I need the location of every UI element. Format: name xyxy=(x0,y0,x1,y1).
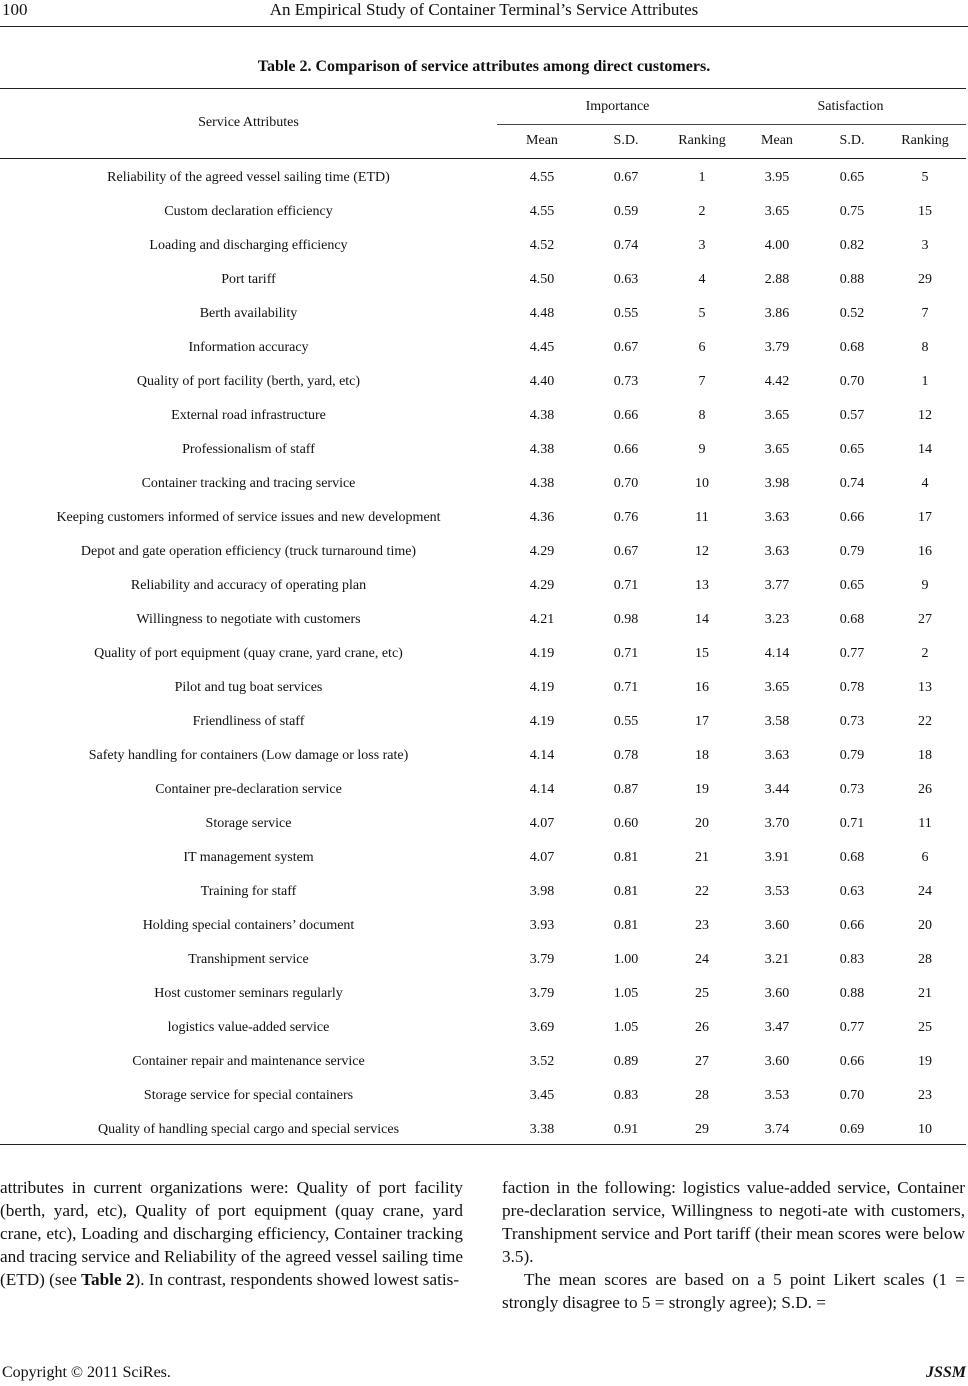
cell-importance-mean: 4.45 xyxy=(529,340,555,355)
cell-attribute: Training for staff xyxy=(200,884,297,899)
cell-satisfaction-sd: 0.68 xyxy=(839,340,865,355)
cell-satisfaction-sd: 0.82 xyxy=(839,238,865,253)
cell-satisfaction-mean: 3.60 xyxy=(764,918,790,933)
cell-satisfaction-ranking: 20 xyxy=(918,918,932,933)
cell-satisfaction-ranking: 11 xyxy=(918,816,932,831)
cell-importance-sd: 0.60 xyxy=(613,816,639,831)
cell-satisfaction-mean: 3.58 xyxy=(764,714,790,729)
cell-satisfaction-mean: 3.65 xyxy=(764,204,790,219)
cell-satisfaction-ranking: 4 xyxy=(921,476,929,491)
cell-importance-ranking: 4 xyxy=(698,272,706,287)
cell-satisfaction-ranking: 6 xyxy=(921,850,929,865)
table-row xyxy=(0,671,966,705)
cell-attribute: Storage service xyxy=(205,816,292,831)
cell-satisfaction-mean: 3.86 xyxy=(764,306,790,321)
cell-attribute: Container repair and maintenance service xyxy=(132,1054,365,1069)
cell-importance-sd: 0.67 xyxy=(613,170,639,185)
cell-satisfaction-sd: 0.73 xyxy=(839,782,865,797)
cell-attribute: logistics value-added service xyxy=(167,1020,330,1035)
table-row xyxy=(0,841,966,875)
cell-importance-ranking: 1 xyxy=(698,170,706,185)
cell-importance-ranking: 16 xyxy=(695,680,709,695)
cell-satisfaction-sd: 0.78 xyxy=(839,680,865,695)
cell-attribute: Reliability of the agreed vessel sailing time (ETD) xyxy=(107,170,390,185)
cell-importance-ranking: 27 xyxy=(695,1054,709,1069)
cell-satisfaction-mean: 3.53 xyxy=(764,1088,790,1103)
subheader-importance-ranking: Ranking xyxy=(678,133,726,148)
cell-satisfaction-ranking: 18 xyxy=(918,748,932,763)
cell-satisfaction-mean: 3.53 xyxy=(764,884,790,899)
cell-importance-sd: 0.81 xyxy=(613,918,639,933)
cell-satisfaction-mean: 4.42 xyxy=(764,374,790,389)
cell-satisfaction-sd: 0.68 xyxy=(839,850,865,865)
cell-satisfaction-sd: 0.68 xyxy=(839,612,865,627)
cell-satisfaction-sd: 0.75 xyxy=(839,204,865,219)
cell-satisfaction-ranking: 26 xyxy=(918,782,932,797)
cell-importance-ranking: 10 xyxy=(695,476,709,491)
cell-importance-sd: 0.66 xyxy=(613,408,639,423)
cell-importance-sd: 0.83 xyxy=(613,1088,639,1103)
cell-importance-ranking: 26 xyxy=(695,1020,709,1035)
table-bottom-rule xyxy=(0,1144,966,1145)
cell-attribute: Custom declaration efficiency xyxy=(164,204,333,219)
cell-importance-ranking: 5 xyxy=(698,306,706,321)
cell-satisfaction-mean: 3.98 xyxy=(764,476,790,491)
cell-satisfaction-ranking: 21 xyxy=(918,986,932,1001)
cell-importance-mean: 3.93 xyxy=(529,918,555,933)
cell-satisfaction-sd: 0.77 xyxy=(839,1020,865,1035)
table-row xyxy=(0,161,966,195)
cell-importance-mean: 4.38 xyxy=(529,408,555,423)
cell-satisfaction-ranking: 3 xyxy=(921,238,929,253)
cell-satisfaction-sd: 0.79 xyxy=(839,544,865,559)
table-row xyxy=(0,1011,966,1045)
cell-satisfaction-mean: 3.47 xyxy=(764,1020,790,1035)
cell-attribute: Port tariff xyxy=(221,272,276,287)
cell-importance-ranking: 17 xyxy=(695,714,709,729)
cell-importance-ranking: 21 xyxy=(695,850,709,865)
cell-importance-sd: 0.81 xyxy=(613,850,639,865)
cell-satisfaction-ranking: 8 xyxy=(921,340,929,355)
cell-satisfaction-sd: 0.70 xyxy=(839,1088,865,1103)
cell-satisfaction-ranking: 5 xyxy=(921,170,929,185)
cell-importance-sd: 0.74 xyxy=(613,238,639,253)
cell-importance-sd: 0.76 xyxy=(613,510,639,525)
table-row xyxy=(0,1045,966,1079)
cell-importance-mean: 4.38 xyxy=(529,476,555,491)
journal-abbrev: JSSM xyxy=(925,1364,966,1381)
cell-importance-sd: 0.87 xyxy=(613,782,639,797)
table-row xyxy=(0,433,966,467)
cell-attribute: Berth availability xyxy=(199,306,298,321)
cell-importance-sd: 0.66 xyxy=(613,442,639,457)
cell-attribute: Reliability and accuracy of operating plan xyxy=(130,578,367,593)
table-row xyxy=(0,195,966,229)
header-bottom-rule xyxy=(0,158,966,159)
table-top-rule xyxy=(0,88,966,89)
cell-attribute: Quality of port facility (berth, yard, etc) xyxy=(136,374,361,389)
table-row xyxy=(0,637,966,671)
body-left-column xyxy=(0,1176,463,1291)
cell-satisfaction-ranking: 10 xyxy=(918,1122,932,1137)
cell-importance-ranking: 14 xyxy=(695,612,709,627)
header-rule xyxy=(0,26,968,27)
header-group-rule xyxy=(497,124,966,125)
cell-importance-ranking: 19 xyxy=(695,782,709,797)
cell-importance-ranking: 15 xyxy=(695,646,709,661)
cell-satisfaction-mean: 3.70 xyxy=(764,816,790,831)
cell-satisfaction-mean: 3.65 xyxy=(764,408,790,423)
cell-satisfaction-sd: 0.83 xyxy=(839,952,865,967)
cell-satisfaction-ranking: 22 xyxy=(918,714,932,729)
cell-importance-sd: 0.71 xyxy=(613,680,639,695)
cell-importance-sd: 0.91 xyxy=(613,1122,639,1137)
cell-attribute: Safety handling for containers (Low damage or loss rate) xyxy=(88,748,409,763)
cell-satisfaction-sd: 0.74 xyxy=(839,476,865,491)
left-text-a: attributes in current organizations were: Quality of port facility (berth, yard, etc), Quality of port equipment (quay crane, yard crane, etc), Loading and discharging efficiency, Container tracking and tracing service and Reliability of the agreed vessel sailing time (ETD) (see xyxy=(0,1178,463,1289)
cell-satisfaction-ranking: 2 xyxy=(921,646,929,661)
cell-attribute: IT management system xyxy=(183,850,314,865)
cell-attribute: Storage service for special containers xyxy=(143,1088,354,1103)
cell-satisfaction-mean: 3.63 xyxy=(764,544,790,559)
cell-attribute: Loading and discharging efficiency xyxy=(149,238,348,253)
cell-importance-sd: 0.89 xyxy=(613,1054,639,1069)
cell-importance-ranking: 24 xyxy=(695,952,709,967)
header-satisfaction: Satisfaction xyxy=(817,99,884,114)
cell-importance-ranking: 7 xyxy=(698,374,706,389)
cell-satisfaction-ranking: 7 xyxy=(921,306,929,321)
cell-importance-mean: 4.14 xyxy=(529,748,555,763)
cell-satisfaction-sd: 0.66 xyxy=(839,1054,865,1069)
cell-importance-ranking: 6 xyxy=(698,340,706,355)
cell-importance-ranking: 25 xyxy=(695,986,709,1001)
cell-attribute: Container tracking and tracing service xyxy=(141,476,356,491)
cell-satisfaction-sd: 0.70 xyxy=(839,374,865,389)
cell-satisfaction-sd: 0.88 xyxy=(839,272,865,287)
cell-importance-sd: 0.78 xyxy=(613,748,639,763)
table-row xyxy=(0,263,966,297)
table-row xyxy=(0,943,966,977)
cell-importance-mean: 4.21 xyxy=(529,612,555,627)
cell-satisfaction-ranking: 12 xyxy=(918,408,932,423)
table-row xyxy=(0,739,966,773)
cell-importance-ranking: 20 xyxy=(695,816,709,831)
cell-importance-ranking: 29 xyxy=(695,1122,709,1137)
cell-importance-mean: 4.48 xyxy=(529,306,555,321)
page-number: 100 xyxy=(2,0,28,19)
cell-importance-mean: 4.19 xyxy=(529,714,555,729)
cell-attribute: Quality of handling special cargo and special services xyxy=(97,1122,400,1137)
header-importance: Importance xyxy=(585,99,650,114)
table-row xyxy=(0,909,966,943)
cell-attribute: External road infrastructure xyxy=(171,408,326,423)
cell-satisfaction-mean: 3.44 xyxy=(764,782,790,797)
right-paragraph-1: faction in the following: logistics value-added service, Container pre-declaration service, Willingness to negoti-ate with customers, Transhipment service and Port tariff (their mean scores were below 3.5). xyxy=(502,1178,965,1266)
cell-satisfaction-sd: 0.73 xyxy=(839,714,865,729)
cell-importance-sd: 0.67 xyxy=(613,340,639,355)
cell-satisfaction-ranking: 19 xyxy=(918,1054,932,1069)
cell-importance-ranking: 22 xyxy=(695,884,709,899)
cell-satisfaction-sd: 0.52 xyxy=(839,306,865,321)
cell-importance-mean: 4.19 xyxy=(529,646,555,661)
subheader-satisfaction-sd: S.D. xyxy=(839,133,865,148)
cell-importance-sd: 1.00 xyxy=(613,952,639,967)
cell-importance-sd: 0.81 xyxy=(613,884,639,899)
cell-satisfaction-sd: 0.57 xyxy=(839,408,865,423)
cell-importance-sd: 0.98 xyxy=(613,612,639,627)
table-row xyxy=(0,399,966,433)
cell-attribute: Transhipment service xyxy=(188,952,309,967)
cell-satisfaction-ranking: 13 xyxy=(918,680,932,695)
cell-satisfaction-sd: 0.79 xyxy=(839,748,865,763)
cell-satisfaction-ranking: 23 xyxy=(918,1088,932,1103)
cell-satisfaction-mean: 3.23 xyxy=(764,612,790,627)
cell-satisfaction-sd: 0.63 xyxy=(839,884,865,899)
cell-satisfaction-ranking: 24 xyxy=(918,884,932,899)
table-reference[interactable]: Table 2 xyxy=(81,1270,135,1289)
cell-satisfaction-ranking: 25 xyxy=(918,1020,932,1035)
cell-attribute: Friendliness of staff xyxy=(192,714,305,729)
table-row xyxy=(0,603,966,637)
cell-satisfaction-mean: 3.74 xyxy=(764,1122,790,1137)
cell-attribute: Container pre-declaration service xyxy=(155,782,342,797)
cell-importance-ranking: 8 xyxy=(698,408,706,423)
cell-importance-ranking: 2 xyxy=(698,204,706,219)
cell-attribute: Host customer seminars regularly xyxy=(154,986,343,1001)
cell-importance-mean: 3.69 xyxy=(529,1020,555,1035)
cell-satisfaction-mean: 3.65 xyxy=(764,680,790,695)
table-row xyxy=(0,331,966,365)
cell-importance-mean: 3.79 xyxy=(529,986,555,1001)
cell-importance-mean: 4.52 xyxy=(529,238,555,253)
cell-attribute: Holding special containers’ document xyxy=(142,918,355,933)
cell-satisfaction-sd: 0.65 xyxy=(839,170,865,185)
left-text-b: ). In contrast, respondents showed lowest satis- xyxy=(134,1270,460,1289)
cell-importance-mean: 3.38 xyxy=(529,1122,555,1137)
table-row xyxy=(0,535,966,569)
cell-importance-mean: 4.55 xyxy=(529,170,555,185)
cell-attribute: Willingness to negotiate with customers xyxy=(136,612,361,627)
cell-satisfaction-ranking: 15 xyxy=(918,204,932,219)
table-row xyxy=(0,297,966,331)
cell-importance-ranking: 28 xyxy=(695,1088,709,1103)
cell-satisfaction-ranking: 17 xyxy=(918,510,932,525)
cell-importance-sd: 0.70 xyxy=(613,476,639,491)
table-row xyxy=(0,467,966,501)
cell-satisfaction-ranking: 14 xyxy=(918,442,932,457)
cell-importance-ranking: 13 xyxy=(695,578,709,593)
cell-satisfaction-mean: 3.91 xyxy=(764,850,790,865)
table-caption: Table 2. Comparison of service attributes among direct customers. xyxy=(257,58,711,75)
cell-importance-ranking: 23 xyxy=(695,918,709,933)
cell-satisfaction-sd: 0.65 xyxy=(839,442,865,457)
cell-satisfaction-ranking: 29 xyxy=(918,272,932,287)
cell-satisfaction-mean: 3.60 xyxy=(764,986,790,1001)
cell-importance-mean: 3.98 xyxy=(529,884,555,899)
cell-importance-sd: 0.71 xyxy=(613,578,639,593)
cell-importance-mean: 4.29 xyxy=(529,578,555,593)
cell-attribute: Information accuracy xyxy=(188,340,309,355)
cell-satisfaction-mean: 4.14 xyxy=(764,646,790,661)
cell-importance-sd: 0.55 xyxy=(613,306,639,321)
cell-attribute: Quality of port equipment (quay crane, yard crane, etc) xyxy=(94,646,403,661)
cell-importance-mean: 3.45 xyxy=(529,1088,555,1103)
cell-importance-mean: 3.52 xyxy=(529,1054,555,1069)
cell-satisfaction-ranking: 1 xyxy=(921,374,929,389)
running-title: An Empirical Study of Container Terminal’s Service Attributes xyxy=(269,0,699,19)
cell-satisfaction-sd: 0.77 xyxy=(839,646,865,661)
table-row xyxy=(0,569,966,603)
cell-satisfaction-mean: 4.00 xyxy=(764,238,790,253)
cell-importance-mean: 4.07 xyxy=(529,850,555,865)
cell-satisfaction-mean: 3.63 xyxy=(764,510,790,525)
cell-satisfaction-sd: 0.66 xyxy=(839,510,865,525)
table-row xyxy=(0,229,966,263)
header-service-attributes: Service Attributes xyxy=(198,115,299,130)
right-paragraph-2: The mean scores are based on a 5 point Likert scales (1 = strongly disagree to 5 = strongly agree); S.D. = xyxy=(502,1270,965,1312)
table-row xyxy=(0,875,966,909)
cell-satisfaction-mean: 3.65 xyxy=(764,442,790,457)
cell-importance-mean: 4.07 xyxy=(529,816,555,831)
cell-attribute: Professionalism of staff xyxy=(182,442,315,457)
cell-importance-mean: 4.40 xyxy=(529,374,555,389)
cell-satisfaction-sd: 0.88 xyxy=(839,986,865,1001)
cell-importance-sd: 0.59 xyxy=(613,204,639,219)
cell-satisfaction-ranking: 27 xyxy=(918,612,932,627)
body-right-column xyxy=(502,1176,965,1314)
subheader-satisfaction-mean: Mean xyxy=(761,133,793,148)
cell-satisfaction-mean: 2.88 xyxy=(764,272,790,287)
table-row xyxy=(0,705,966,739)
table-row xyxy=(0,1079,966,1113)
cell-attribute: Keeping customers informed of service issues and new development xyxy=(56,510,441,525)
cell-importance-ranking: 11 xyxy=(695,510,709,525)
table-row xyxy=(0,773,966,807)
table-row xyxy=(0,1113,966,1147)
table-row xyxy=(0,807,966,841)
subheader-satisfaction-ranking: Ranking xyxy=(901,133,949,148)
cell-importance-mean: 4.55 xyxy=(529,204,555,219)
copyright-notice: Copyright © 2011 SciRes. xyxy=(2,1364,171,1381)
cell-satisfaction-mean: 3.60 xyxy=(764,1054,790,1069)
cell-importance-sd: 1.05 xyxy=(613,1020,639,1035)
cell-importance-sd: 0.73 xyxy=(613,374,639,389)
cell-satisfaction-sd: 0.65 xyxy=(839,578,865,593)
cell-satisfaction-sd: 0.66 xyxy=(839,918,865,933)
table-row xyxy=(0,501,966,535)
cell-importance-ranking: 9 xyxy=(698,442,706,457)
table-row xyxy=(0,365,966,399)
cell-importance-mean: 4.50 xyxy=(529,272,555,287)
subheader-importance-mean: Mean xyxy=(526,133,558,148)
cell-satisfaction-ranking: 28 xyxy=(918,952,932,967)
cell-importance-mean: 4.19 xyxy=(529,680,555,695)
left-paragraph xyxy=(0,1176,463,1291)
cell-importance-sd: 1.05 xyxy=(613,986,639,1001)
table-body xyxy=(0,161,966,1147)
cell-importance-ranking: 12 xyxy=(695,544,709,559)
cell-satisfaction-ranking: 9 xyxy=(921,578,929,593)
cell-importance-sd: 0.55 xyxy=(613,714,639,729)
cell-attribute: Pilot and tug boat services xyxy=(174,680,323,695)
cell-satisfaction-sd: 0.69 xyxy=(839,1122,865,1137)
cell-satisfaction-mean: 3.95 xyxy=(764,170,790,185)
cell-satisfaction-mean: 3.63 xyxy=(764,748,790,763)
cell-satisfaction-mean: 3.79 xyxy=(764,340,790,355)
cell-satisfaction-mean: 3.21 xyxy=(764,952,790,967)
cell-importance-sd: 0.71 xyxy=(613,646,639,661)
cell-importance-sd: 0.67 xyxy=(613,544,639,559)
cell-importance-mean: 3.79 xyxy=(529,952,555,967)
cell-importance-mean: 4.38 xyxy=(529,442,555,457)
table-row xyxy=(0,977,966,1011)
cell-importance-mean: 4.29 xyxy=(529,544,555,559)
cell-attribute: Depot and gate operation efficiency (truck turnaround time) xyxy=(80,544,417,559)
cell-importance-mean: 4.36 xyxy=(529,510,555,525)
cell-importance-ranking: 18 xyxy=(695,748,709,763)
cell-satisfaction-mean: 3.77 xyxy=(764,578,790,593)
subheader-importance-sd: S.D. xyxy=(613,133,639,148)
cell-satisfaction-ranking: 16 xyxy=(918,544,932,559)
cell-importance-mean: 4.14 xyxy=(529,782,555,797)
cell-satisfaction-sd: 0.71 xyxy=(839,816,865,831)
cell-importance-ranking: 3 xyxy=(698,238,706,253)
cell-importance-sd: 0.63 xyxy=(613,272,639,287)
